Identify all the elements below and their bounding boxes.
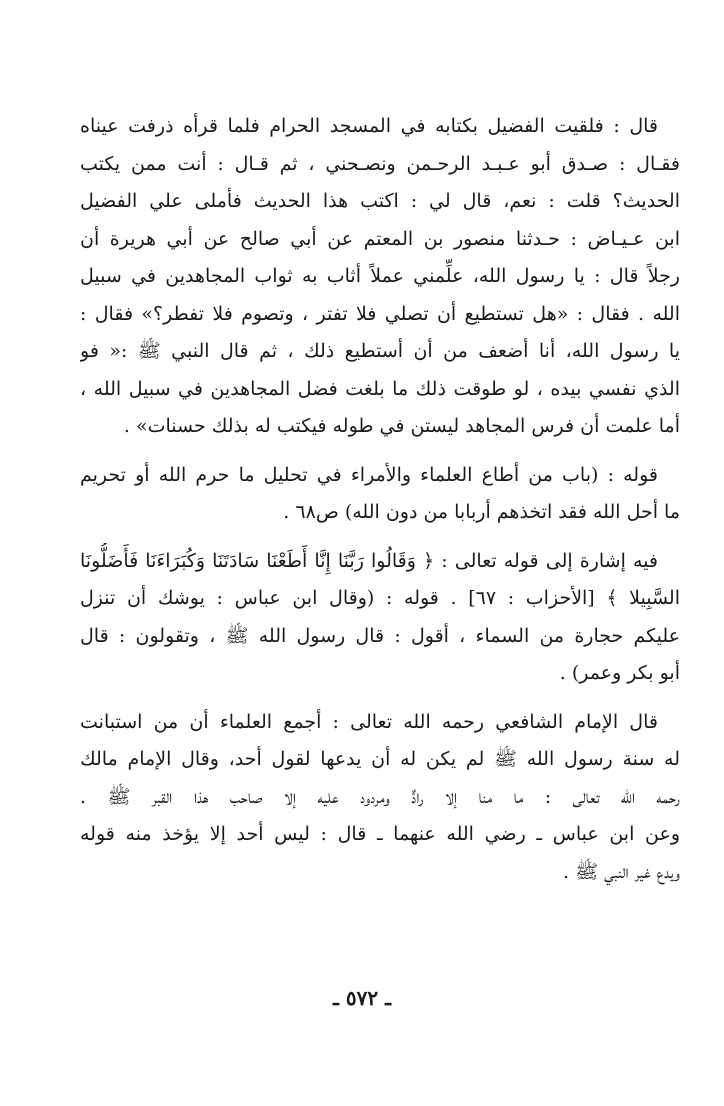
paragraph-imams-sayings: [80, 704, 680, 892]
text-line: عليكم حجارة من السماء ، أقول : قال رسول الله ﷺ ، وتقولون : قال: [80, 624, 680, 647]
page-number: ـ ٥٧٢ ـ: [333, 986, 391, 1010]
text-line: يا رسول الله، أنا أضعف من أن أستطيع ذلك ، ثم قال النبي ﷺ :« فو: [80, 340, 680, 362]
paragraph-chapter-quote: [80, 457, 680, 532]
text-line: قوله : (باب من أطاع العلماء والأمراء في تحليل ما حرم الله أو تحريم: [80, 463, 658, 486]
text-line: وعن ابن عباس ـ رضي الله عنهما ـ قال : ليس أحد إلا يؤخذ منه قوله: [80, 823, 680, 845]
text-line: رحمه الله تعالى : ما منا إلا رادٌّ ومردود عليه إلا صاحب هذا القبر ﷺ .: [80, 785, 680, 808]
text-line: أما علمت أن فرس المجاهد ليستن في طوله فيكتب له بذلك حسنات» .: [123, 415, 680, 437]
text-line: فيه إشارة إلى قوله تعالى : ﴿ وَقَالُوا رَبَّنَا إِنَّا أَطَعْنَا سَادَتَنَا وَكُبَرَاءَنَا فَأَضَلُّونَا: [80, 549, 658, 572]
paragraph-fudayl-hadith: [80, 108, 680, 446]
text-line: الله . فقال : «هل تستطيع أن تصلي فلا تفتر ، وتصوم فلا تفطر؟» فقال :: [80, 302, 680, 325]
text-line: قال : فلقيت الفضيل بكتابه في المسجد الحرام فلما قرأه ذرفت عيناه: [80, 115, 658, 137]
text-line: الذي نفسي بيده ، لو طوقت ذلك ما بلغت فضل المجاهدين في سبيل الله ،: [80, 377, 680, 400]
text-line: السَّبِيلا ﴾ [الأحزاب : ٦٧] . قوله : (وقال ابن عباس : يوشك أن تنزل: [80, 587, 680, 609]
text-line: له سنة رسول الله ﷺ لم يكن له أن يدعها لقول أحد، وقال الإمام مالك: [80, 748, 680, 770]
page-body: [80, 108, 680, 902]
text-line: الحديث؟ قلت : نعم، قال لي : اكتب هذا الحديث فأملى علي الفضيل: [80, 190, 680, 212]
text-line: رجلاً قال : يا رسول الله، علِّمني عملاً أثاب به ثواب المجاهدين في سبيل: [80, 265, 680, 287]
text-line: ويدع غير النبي ﷺ .: [563, 860, 680, 883]
text-line: أبو بكر وعمر) .: [559, 662, 680, 684]
paragraph-quran-reference: [80, 543, 680, 693]
text-line: ابن عـيـاض : حـدثنا منصور بن المعتم عن أبي صالح عن أبي هريرة أن: [80, 227, 680, 250]
text-line: قال الإمام الشافعي رحمه الله تعالى : أجمع العلماء أن من استبانت: [80, 710, 658, 733]
text-line: ما أحل الله فقد اتخذهم أربابا من دون الله) ص٦٨ .: [283, 501, 680, 523]
text-line: فقـال : صـدق أبو عـبـد الرحـمن ونصـحني ، ثم قـال : أنت ممن يكتب: [80, 152, 680, 175]
